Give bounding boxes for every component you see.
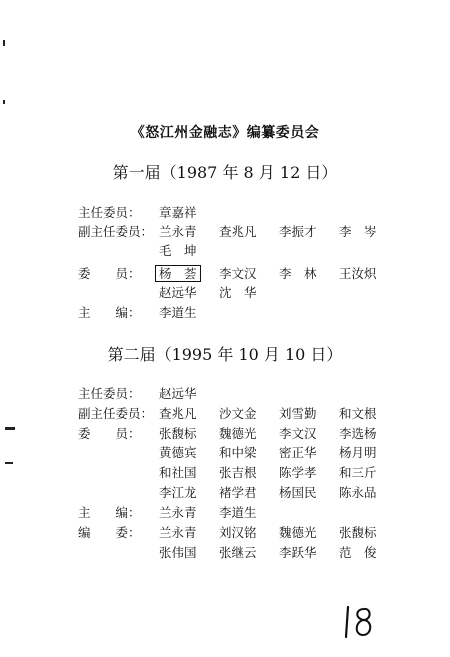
member-name: 李选杨: [339, 426, 377, 441]
member-name: 查兆凡: [159, 406, 197, 421]
member-names: [159, 483, 399, 501]
member-name: 沈 华: [219, 285, 257, 300]
member-name: 张吉根: [219, 465, 257, 480]
member-name: 范 俊: [339, 545, 377, 560]
member-name: 赵远华: [159, 285, 197, 300]
member-name: 刘汉铭: [219, 525, 257, 540]
member-names: [159, 463, 399, 481]
member-name: 李道生: [159, 305, 197, 320]
member-name: 李文汉: [279, 426, 317, 441]
member-names: [159, 543, 399, 561]
member-name: 杨月明: [339, 445, 377, 460]
member-names: [159, 503, 279, 521]
member-name: 李振才: [279, 224, 317, 239]
member-name: 杨国民: [279, 485, 317, 500]
member-name: 沙文金: [219, 406, 257, 421]
session-heading-2: 第二届（1995 年 10 月 10 日）: [107, 345, 343, 364]
member-name: 和三斤: [339, 465, 377, 480]
member-names: [159, 222, 399, 240]
member-name: 王汝炽: [339, 266, 377, 281]
member-name: 赵远华: [159, 386, 197, 401]
member-name: 张继云: [219, 545, 257, 560]
role-label: 主 编：: [78, 305, 141, 320]
scan-edge-mark: [3, 100, 5, 104]
member-name: 兰永青: [159, 525, 197, 540]
member-names: [159, 241, 219, 259]
member-name: 毛 坤: [159, 243, 197, 258]
member-name: 张馥标: [339, 525, 377, 540]
role-label: 主任委员：: [78, 205, 141, 220]
member-name: 兰永青: [159, 505, 197, 520]
member-names: [159, 303, 219, 321]
role-label: 编 委：: [78, 525, 141, 540]
member-name: 李江龙: [159, 485, 197, 500]
scan-edge-mark: [5, 427, 15, 430]
member-name: 兰永青: [159, 224, 197, 239]
member-name: 和文根: [339, 406, 377, 421]
member-names: [159, 523, 399, 541]
member-name: 李道生: [219, 505, 257, 520]
member-names: [159, 404, 399, 422]
role-label: 主任委员：: [78, 386, 141, 401]
member-name: 褚学君: [219, 485, 257, 500]
scan-edge-mark: [5, 462, 13, 464]
handwritten-page-number: [340, 601, 380, 641]
session-heading-1: 第一届（1987 年 8 月 12 日）: [112, 163, 338, 182]
role-label: 委 员：: [78, 426, 141, 441]
member-name: 刘雪勤: [279, 406, 317, 421]
member-name: 李文汉: [219, 266, 257, 281]
member-name: 和中梁: [219, 445, 257, 460]
member-name: 陈永品: [339, 485, 377, 500]
member-name: 章嘉祥: [159, 205, 197, 220]
member-names: [159, 424, 399, 442]
member-names: [159, 264, 399, 282]
document-title: 《怒江州金融志》编纂委员会: [130, 125, 320, 141]
scan-edge-mark: [3, 40, 5, 46]
member-name: 张馥标: [159, 426, 197, 441]
member-name: 黄德宾: [159, 445, 197, 460]
member-name: 李 林: [279, 266, 317, 281]
role-label: 委 员：: [78, 266, 141, 281]
member-name: 魏德光: [279, 525, 317, 540]
member-names: [159, 203, 219, 221]
role-label: 副主任委员：: [78, 224, 154, 239]
member-name: 张伟国: [159, 545, 197, 560]
member-name: 李跃华: [279, 545, 317, 560]
role-label: 副主任委员：: [78, 406, 154, 421]
member-names: [159, 283, 279, 301]
member-name: 魏德光: [219, 426, 257, 441]
member-name: 查兆凡: [219, 224, 257, 239]
member-name-boxed: 杨 荟: [155, 265, 201, 282]
member-names: [159, 443, 399, 461]
member-name: 密正华: [279, 445, 317, 460]
member-names: [159, 384, 219, 402]
role-label: 主 编：: [78, 505, 141, 520]
member-name: 和社国: [159, 465, 197, 480]
member-name: 陈学孝: [279, 465, 317, 480]
member-name: 李 岑: [339, 224, 377, 239]
